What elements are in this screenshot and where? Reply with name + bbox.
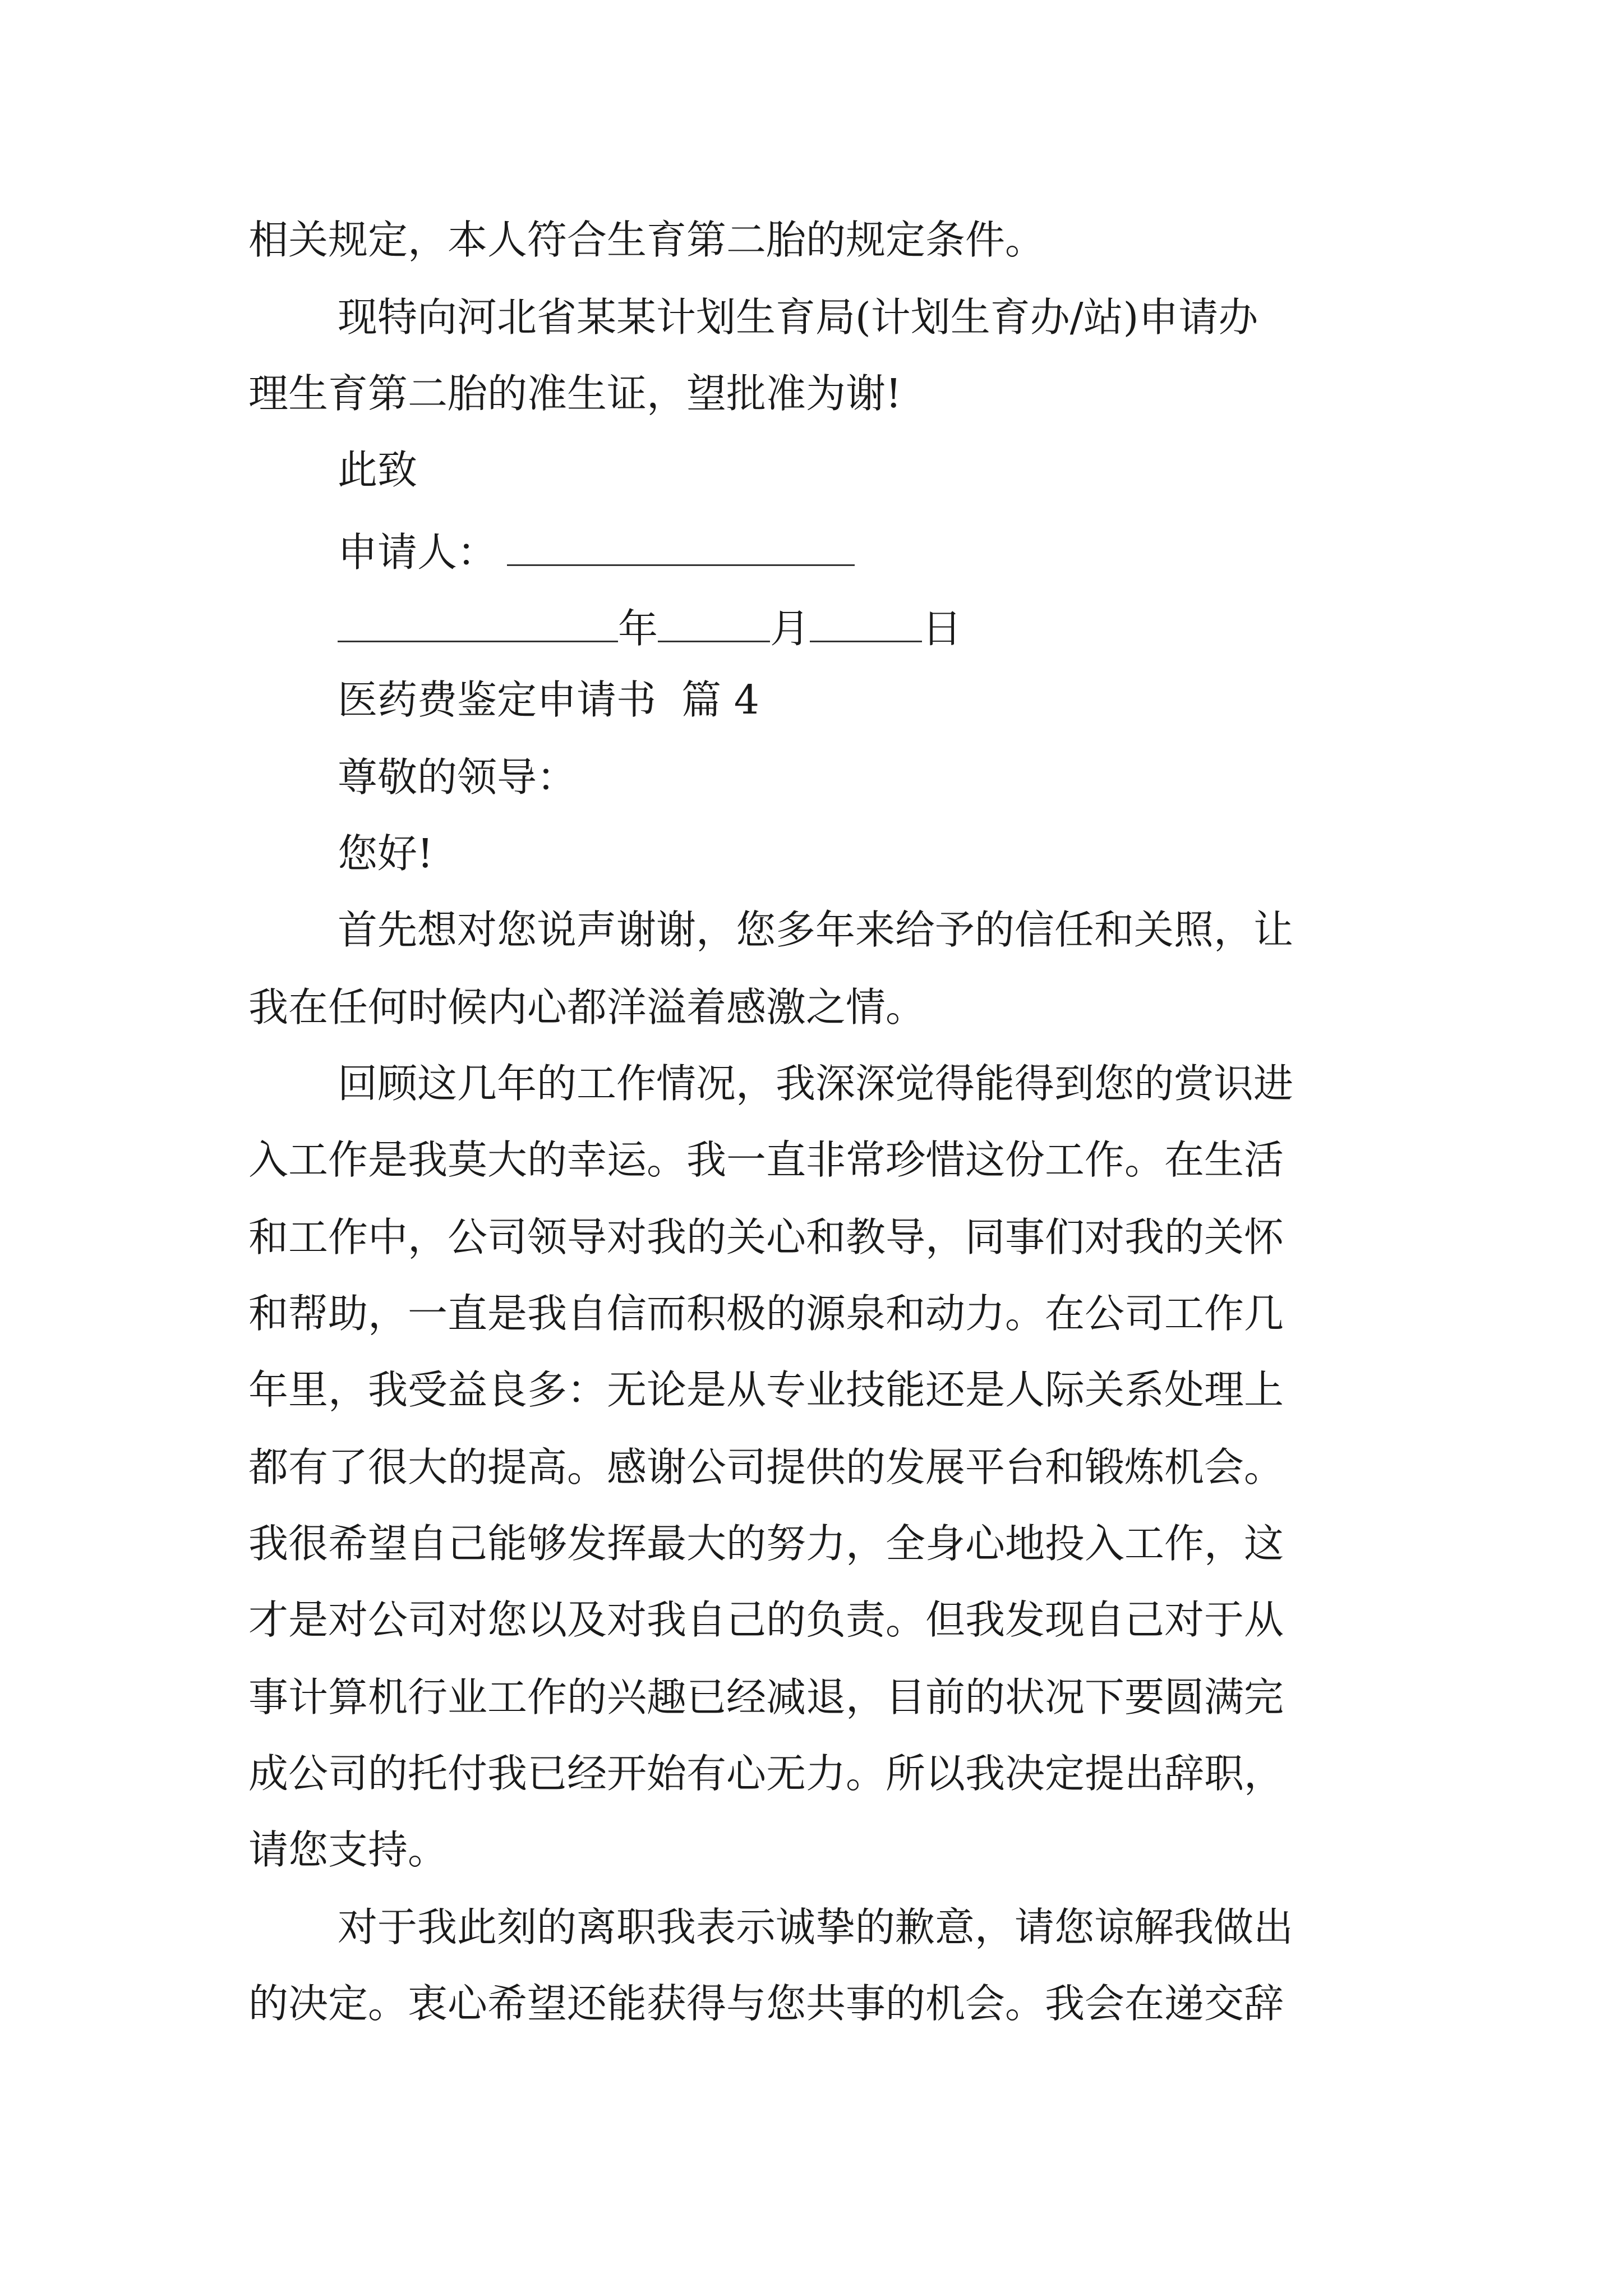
closing-salutation: 此致 [338,447,418,493]
applicant-label: 申请人： [338,529,497,576]
paragraph-line: 相关规定，本人符合生育第二胎的规定条件。 [248,217,1045,263]
month-label: 月 [770,605,810,652]
year-blank [338,604,618,642]
paragraph-line: 成公司的托付我已经开始有心无力。所以我决定提出辞职， [248,1750,1284,1797]
paragraph-line: 请您支持。 [248,1826,448,1873]
paragraph-line: 回顾这几年的工作情况，我深深觉得能得到您的赏识进 [338,1060,1294,1107]
paragraph-line: 首先想对您说声谢谢，您多年来给予的信任和关照，让 [338,907,1294,953]
paragraph-line: 我很希望自己能够发挥最大的努力，全身心地投入工作，这 [248,1520,1284,1567]
applicant-signature-blank [507,527,855,566]
day-blank [810,604,922,642]
paragraph-line: 和帮助，一直是我自信而积极的源泉和动力。在公司工作几 [248,1290,1284,1337]
paragraph-line: 我在任何时候内心都洋溢着感激之情。 [248,984,926,1030]
month-blank [658,604,770,642]
paragraph-line: 现特向河北省某某计划生育局(计划生育办/站)申请办 [338,294,1258,341]
applicant-line [338,527,855,576]
paragraph-line: 年里，我受益良多：无论是从专业技能还是人际关系处理上 [248,1366,1284,1413]
date-line [338,604,962,652]
section-heading: 医药费鉴定申请书 篇 4 [338,677,759,723]
greeting: 尊敬的领导： [338,754,577,800]
paragraph-line: 和工作中，公司领导对我的关心和教导，同事们对我的关怀 [248,1214,1284,1260]
paragraph-line: 入工作是我莫大的幸运。我一直非常珍惜这份工作。在生活 [248,1137,1284,1183]
paragraph-line: 都有了很大的提高。感谢公司提供的发展平台和锻炼机会。 [248,1444,1284,1490]
day-label: 日 [922,605,962,652]
paragraph-line: 才是对公司对您以及对我自己的负责。但我发现自己对于从 [248,1596,1284,1643]
paragraph-line: 事计算机行业工作的兴趣已经减退，目前的状况下要圆满完 [248,1674,1284,1720]
greeting: 您好! [338,830,434,877]
paragraph-line: 对于我此刻的离职我表示诚挚的歉意，请您谅解我做出 [338,1904,1294,1950]
year-label: 年 [618,605,658,652]
paragraph-line: 的决定。衷心希望还能获得与您共事的机会。我会在递交辞 [248,1980,1284,2027]
paragraph-line: 理生育第二胎的准生证，望批准为谢! [248,370,902,417]
